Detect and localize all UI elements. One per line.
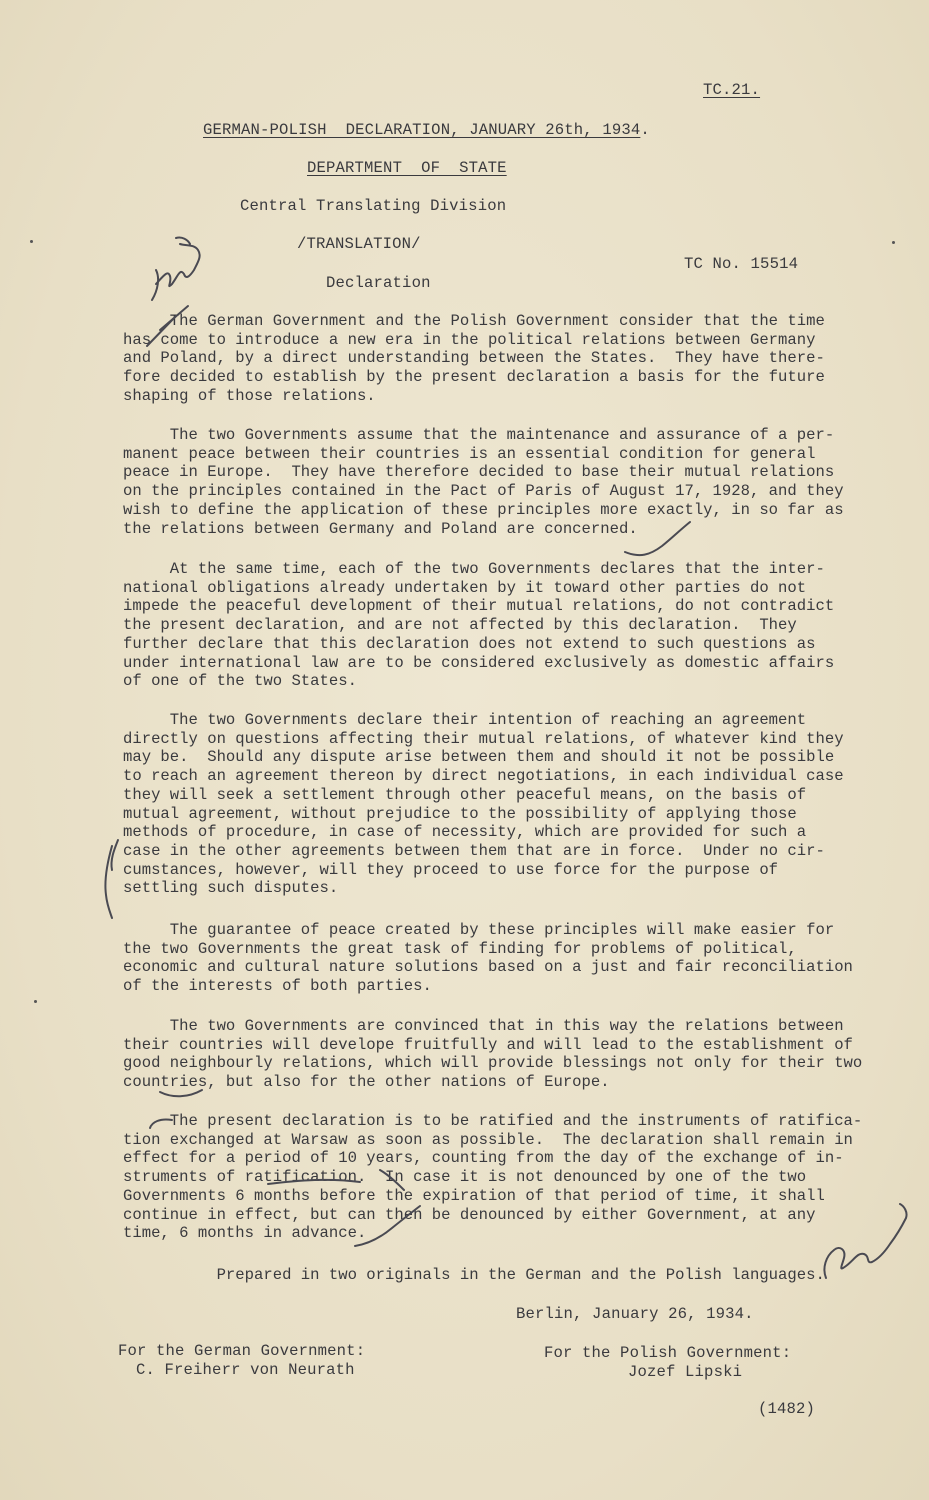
- margin-dot: [892, 241, 895, 244]
- paragraph-6: The two Governments are convinced that in this way the relations between their countries will develope fruitfully and will lead to the establishment of good neighbourly relations, which will provide blessings not only for their two countries, but also for the other nations of Europe.: [123, 1017, 863, 1092]
- margin-dot: [30, 240, 33, 243]
- polish-signature-label: For the Polish Government:: [544, 1344, 792, 1362]
- doc-code: TC.21.: [703, 81, 761, 99]
- paragraph-3: At the same time, each of the two Governments declares that the inter- national obligations already undertaken by it toward other parties do not impede the peaceful development of their mutual relations, do not contradict the present declaration, and are not affected by this declaration. They further declare that this declaration does not extend to such questions as under international law are to be considered exclusively as domestic affairs of one of the two States.: [123, 560, 835, 691]
- closing-line: Prepared in two originals in the German and the Polish languages.: [123, 1266, 825, 1284]
- german-signatory-name: C. Freiherr von Neurath: [136, 1361, 355, 1379]
- paragraph-2: The two Governments assume that the maintenance and assurance of a per- manent peace between their countries is an essential condition for general peace in Europe. They have therefore decided to base their mutual relations on the principles contained in the Pact of Paris of August 17, 1928, and they wish to define the application of these principles more exactly, in so far as the relations between Germany and Poland are concerned.: [123, 426, 844, 538]
- division-heading: Central Translating Division: [240, 197, 507, 215]
- page-number: (1482): [758, 1400, 816, 1418]
- paragraph-1: The German Government and the Polish Government consider that the time has come to introduce a new era in the political relations between Germany and Poland, by a direct understanding between the States. They have there- fore decided to establish by the present declaration a basis for the future shaping of those relations.: [123, 312, 825, 405]
- margin-dot: [34, 1000, 37, 1003]
- department-heading: DEPARTMENT OF STATE: [307, 159, 507, 177]
- polish-signatory-name: Jozef Lipski: [628, 1363, 743, 1381]
- german-signature-label: For the German Government:: [118, 1342, 366, 1360]
- declaration-heading: Declaration: [326, 274, 431, 292]
- paragraph-7: The present declaration is to be ratified and the instruments of ratifica- tion exchanged at Warsaw as soon as possible. The declaration shall remain in effect for a period of 10 years, counting from the day of the exchange of in- struments of ratification. In case it is not denounced by one of the two Governments 6 months before the expiration of that period of time, it shall continue in effect, but can then be denounced by either Government, at any time, 6 months in advance.: [123, 1112, 863, 1243]
- tc-number: TC No. 15514: [684, 255, 799, 273]
- margin-bracket: [105, 846, 112, 918]
- handwritten-initials-top: [152, 237, 200, 300]
- place-date: Berlin, January 26, 1934.: [516, 1305, 754, 1323]
- paragraph-bracket: [111, 840, 118, 870]
- paragraph-5: The guarantee of peace created by these principles will make easier for the two Governments the great task of finding for problems of political, economic and cultural nature solutions based on a just and fair reconciliation of the interests of both parties.: [123, 921, 853, 996]
- paragraph-4: The two Governments declare their intention of reaching an agreement directly on questions affecting their mutual relations, of whatever kind they may be. Should any dispute arise between them and should it not be possible to reach an agreement thereon by direct negotiations, in each individual case they will seek a settlement through other peaceful means, on the basis of mutual agreement, without prejudice to the possibility of applying those methods of procedure, in case of necessity, which are provided for such a case in the other agreements between them that are in force. Under no cir- cumstances, however, will they proceed to use force for the purpose of settling such disputes.: [123, 711, 844, 898]
- document-title: GERMAN-POLISH DECLARATION, JANUARY 26th, 1934.: [203, 121, 650, 139]
- translation-tag: /TRANSLATION/: [297, 235, 421, 253]
